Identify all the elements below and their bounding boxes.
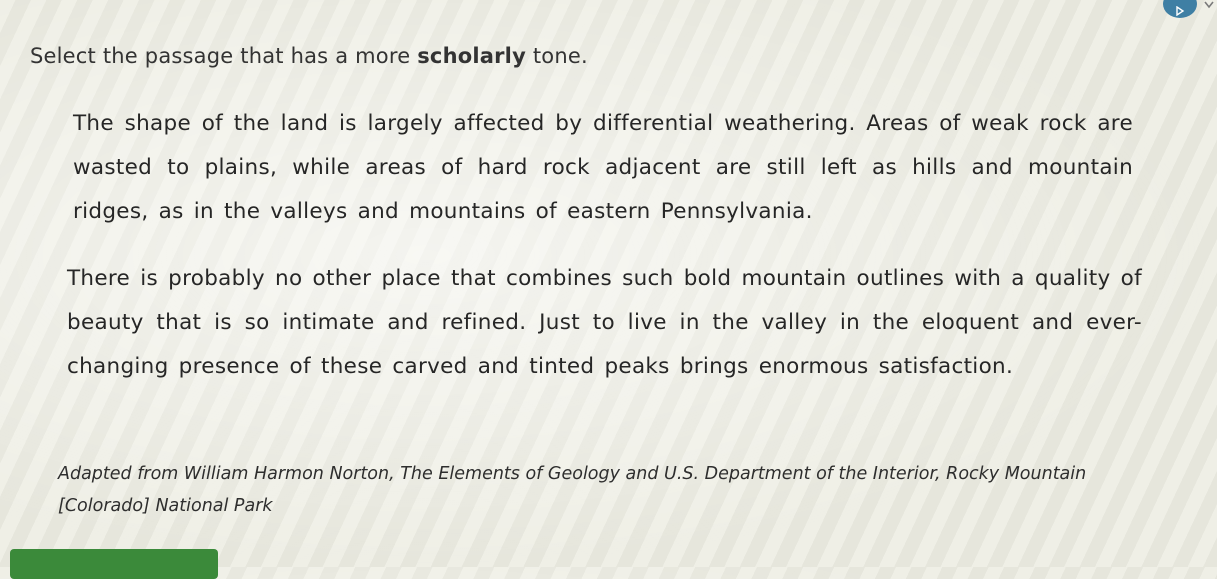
- source-citation: Adapted from William Harmon Norton, The Elements of Geology and U.S. Department of the Interior, Rocky Mountain [Colorado] National Park: [58, 464, 1087, 516]
- submit-button[interactable]: [10, 549, 218, 579]
- question-prompt: [30, 44, 588, 68]
- question-suffix: tone.: [525, 44, 588, 68]
- passage-option-2[interactable]: There is probably no other place that combines such bold mountain outlines with a quality of beauty that is so intimate and refined. Just to live in the valley in the eloquent and ever-changing presence of these carved and tinted peaks brings enormous satisfaction.: [67, 266, 1142, 379]
- question-prefix: Select the passage that has a more: [30, 44, 418, 68]
- passage-option-1[interactable]: The shape of the land is largely affected by differential weathering. Areas of weak rock are wasted to plains, while areas of hard rock adjacent are still left as hills and mountain ridges, as in the valleys and mountains of eastern Pennsylvania.: [73, 111, 1133, 224]
- question-emphasis: scholarly: [417, 44, 526, 68]
- play-icon: [1175, 6, 1185, 16]
- user-avatar-icon[interactable]: [1163, 0, 1197, 18]
- chevron-down-icon[interactable]: [1203, 0, 1215, 10]
